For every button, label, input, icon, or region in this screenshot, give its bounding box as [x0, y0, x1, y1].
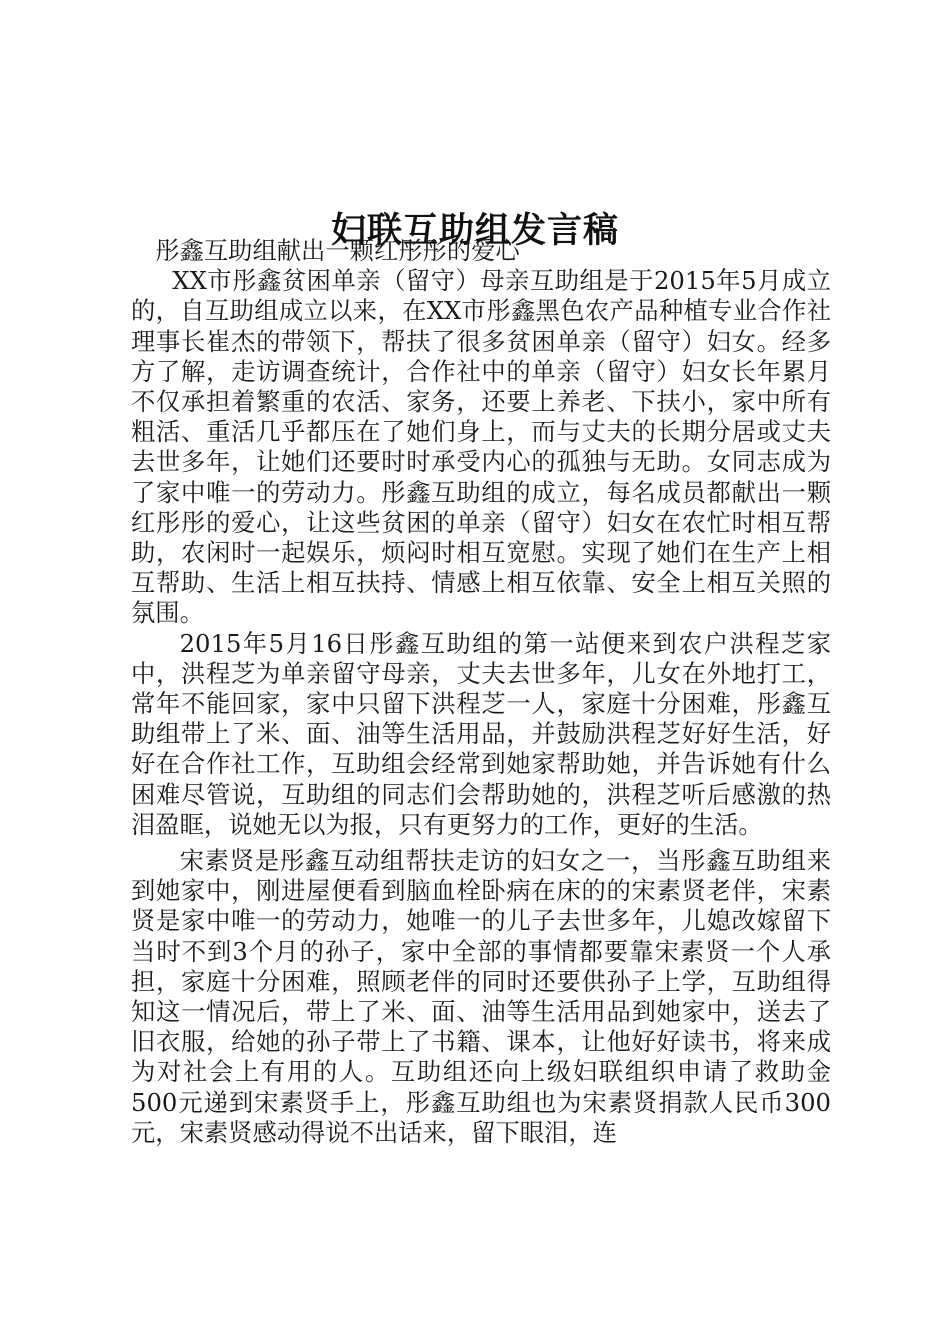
document-body	[131, 236, 831, 1148]
paragraph: 宋素贤是彤鑫互动组帮扶走访的妇女之一，当彤鑫互助组来到她家中，刚进屋便看到脑血栓卧病在床的的宋素贤老伴，宋素贤是家中唯一的劳动力，她唯一的儿子去世多年，儿媳改嫁留下当时不到3个月的孙子，家中全部的事情都要靠宋素贤一个人承担，家庭十分困难，照顾老伴的同时还要供孙子上学，互助组得知这一情况后，带上了米、面、油等生活用品到她家中，送去了旧衣服，给她的孙子带上了书籍、课本，让他好好读书，将来成为对社会上有用的人。互助组还向上级妇联组织申请了救助金500元递到宋素贤手上，彤鑫互助组也为宋素贤捐款人民币300元，宋素贤感动得说不出话来，留下眼泪，连	[131, 846, 831, 1147]
paragraph: 2015年5月16日彤鑫互助组的第一站便来到农户洪程芝家中，洪程芝为单亲留守母亲，丈夫去世多年，儿女在外地打工，常年不能回家，家中只留下洪程芝一人，家庭十分困难，彤鑫互助组带上了米、面、油等生活用品，并鼓励洪程芝好好生活，好好在合作社工作，互助组会经常到她家帮助她，并告诉她有什么困难尽管说，互助组的同志们会帮助她的，洪程芝听后感激的热泪盈眶，说她无以为报，只有更努力的工作，更好的生活。	[131, 628, 831, 839]
paragraph: XX市彤鑫贫困单亲（留守）母亲互助组是于2015年5月成立的，自互助组成立以来，在XX市彤鑫黑色农产品种植专业合作社理事长崔杰的带领下，帮扶了很多贫困单亲（留守）妇女。经多方了解，走访调查统计，合作社中的单亲（留守）妇女长年累月不仅承担着繁重的农活、家务，还要上养老、下扶小，家中所有粗活、重活几乎都压在了她们身上，而与丈夫的长期分居或丈夫去世多年，让她们还要时时承受内心的孤独与无助。女同志成为了家中唯一的劳动力。彤鑫互助组的成立，每名成员都献出一颗红彤彤的爱心，让这些贫困的单亲（留守）妇女在农忙时相互帮助，农闲时一起娱乐，烦闷时相互宽慰。实现了她们在生产上相互帮助、生活上相互扶持、情感上相互依靠、安全上相互关照的氛围。	[131, 266, 831, 628]
document-subtitle: 彤鑫互助组献出一颗红彤彤的爱心	[155, 236, 520, 265]
document-title: 妇联互助组发言稿	[330, 210, 619, 252]
